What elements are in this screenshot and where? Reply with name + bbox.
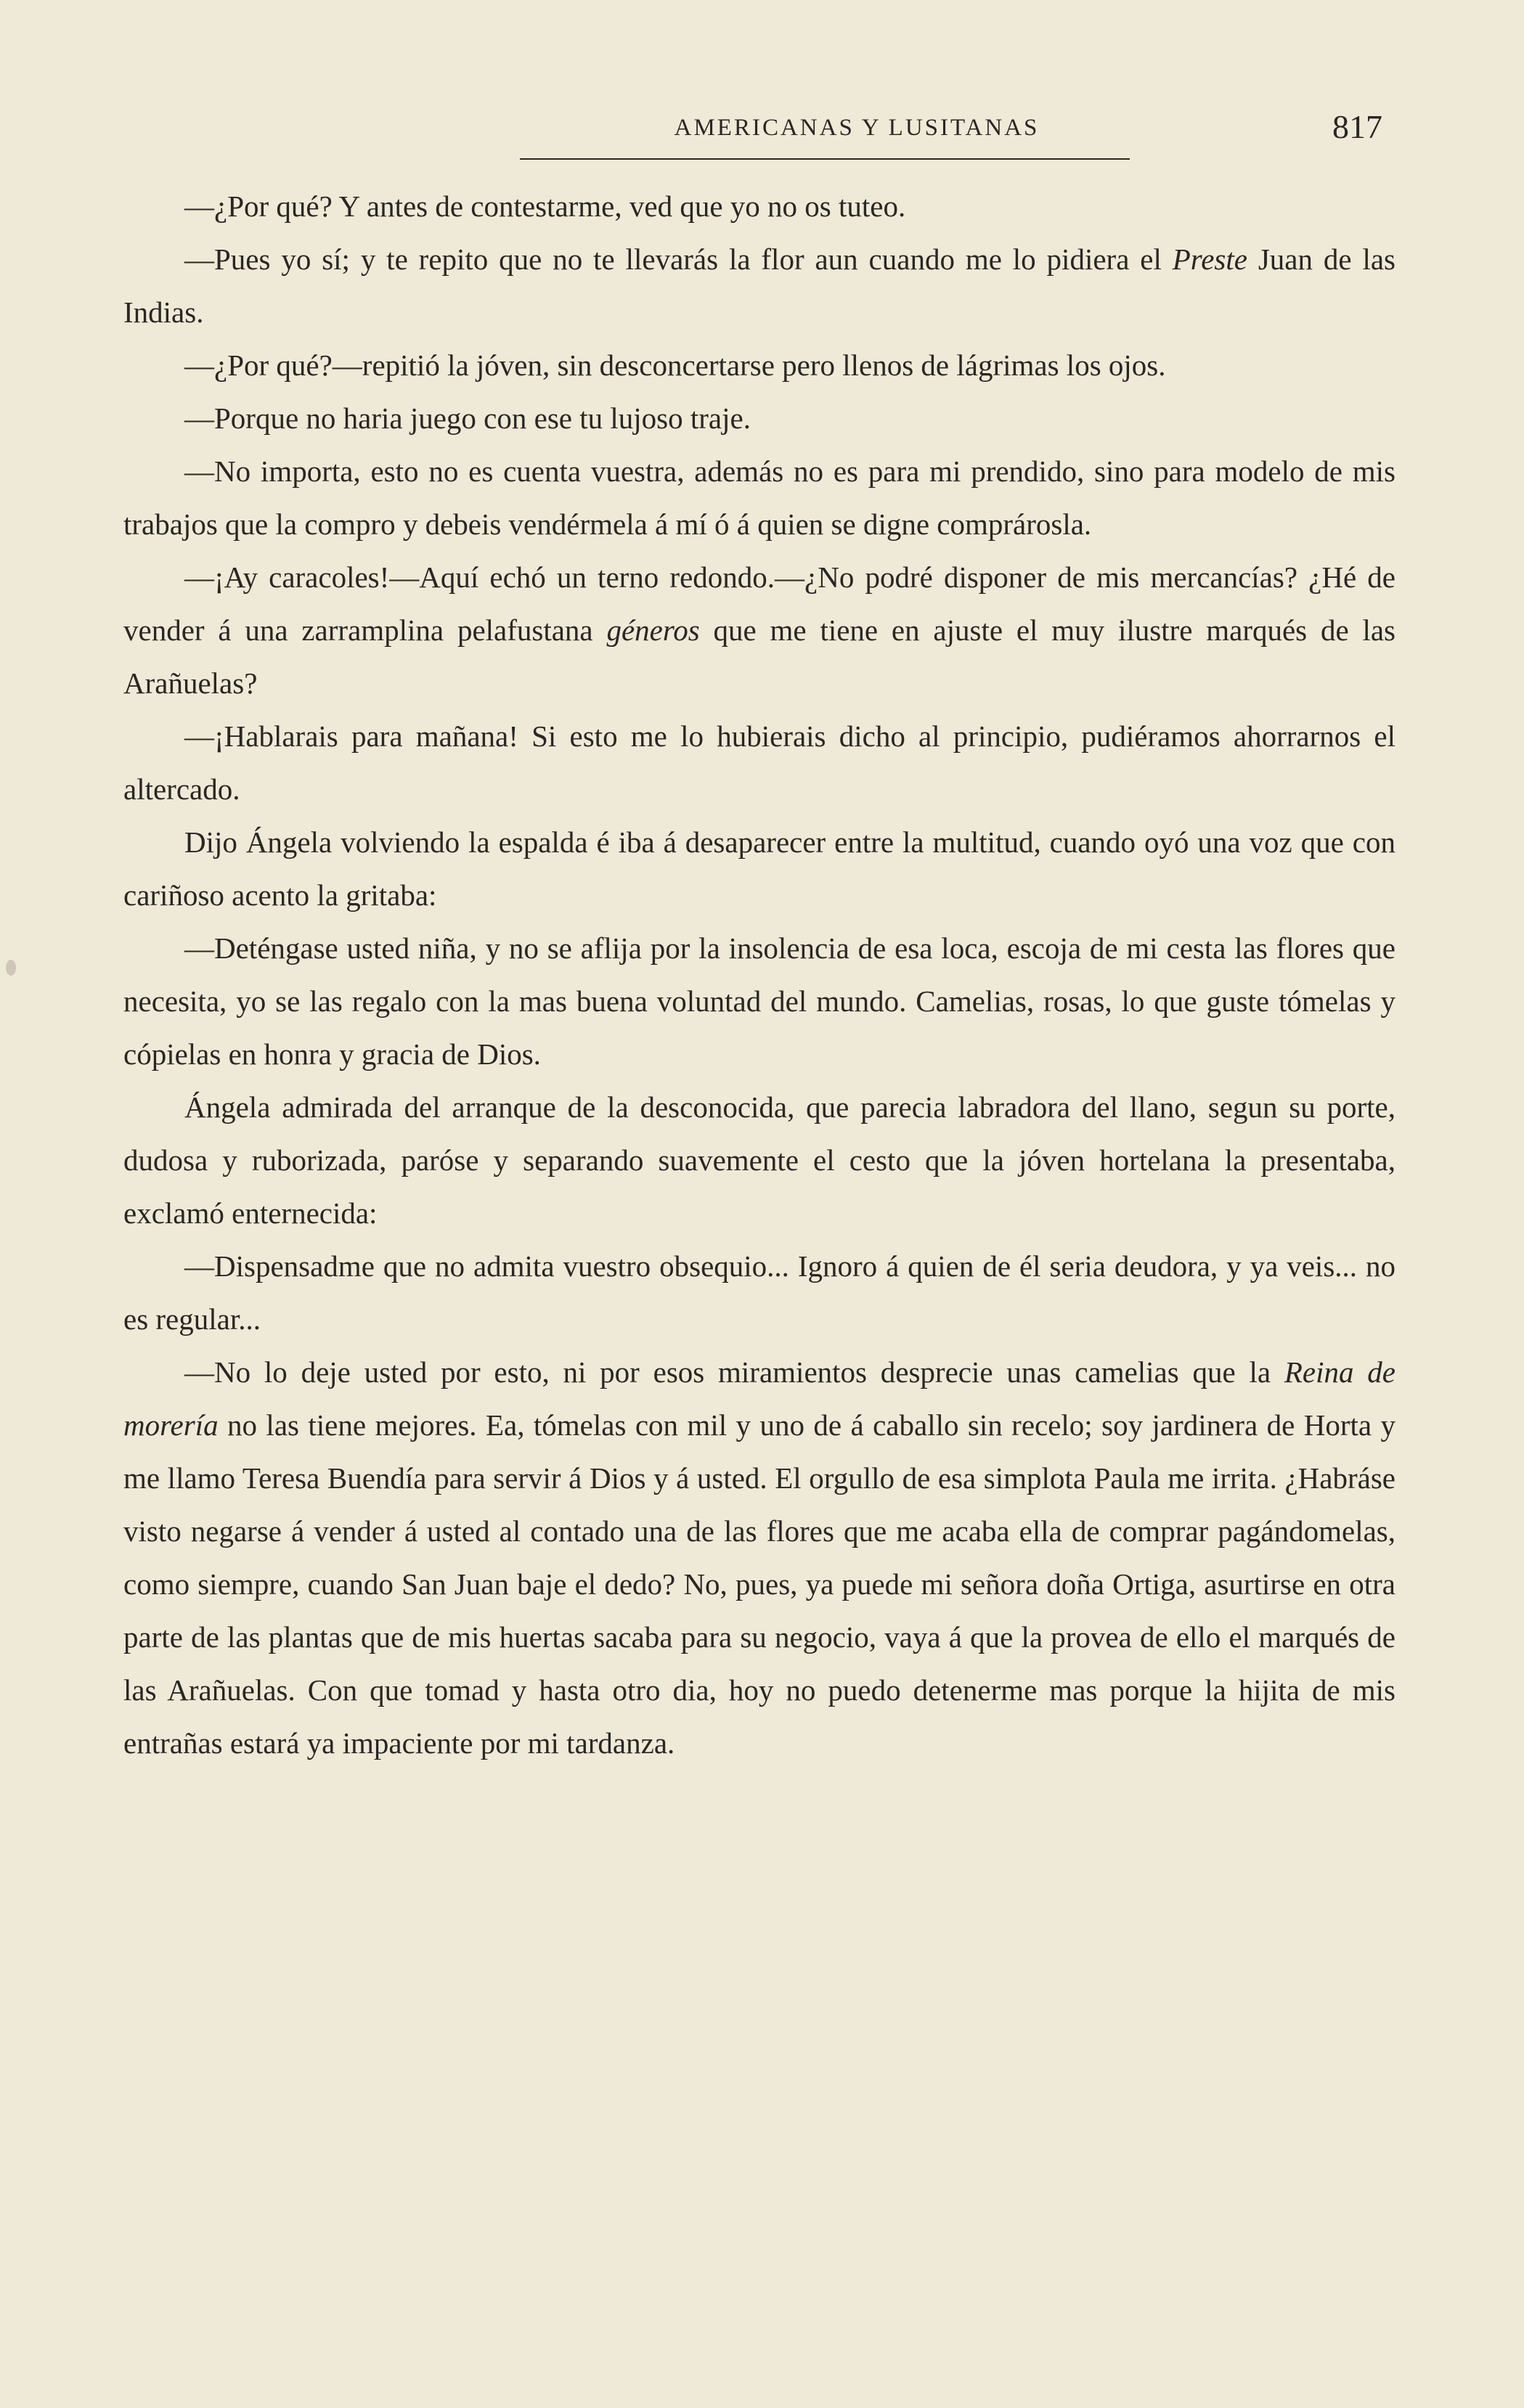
paragraph bbox=[123, 233, 1395, 339]
ink-smudge bbox=[6, 960, 16, 976]
paragraph-text: —¿Por qué? Y antes de contestarme, ved que yo no os tuteo. bbox=[184, 189, 906, 223]
paragraph-text: Ángela admirada del arranque de la desconocida, que parecia labradora del llano, segun su porte, dudosa y ruborizada, paróse y separando suavemente el cesto que la jóven hortelana la presentaba, exclamó enternecida: bbox=[123, 1090, 1395, 1230]
paragraph bbox=[123, 1081, 1395, 1240]
paragraph-text: —Dispensadme que no admita vuestro obsequio... Ignoro á quien de él seria deudora, y ya veis... no es regular... bbox=[123, 1249, 1395, 1336]
paragraph-text: —Pues yo sí; y te repito que no te llevarás la flor aun cuando me lo pidiera el bbox=[184, 242, 1173, 276]
paragraph bbox=[123, 392, 1395, 445]
paragraph bbox=[123, 180, 1395, 233]
paragraph bbox=[123, 1240, 1395, 1346]
paragraph-text: que me tiene en ajuste el muy ilustre marqués de las Arañuelas? bbox=[123, 613, 1395, 700]
page-header bbox=[123, 102, 1401, 160]
page-number: 817 bbox=[1332, 108, 1382, 145]
paragraph bbox=[123, 922, 1395, 1081]
paragraph-text: —Porque no haria juego con ese tu lujoso traje. bbox=[184, 401, 751, 435]
paragraph bbox=[123, 445, 1395, 551]
paragraph bbox=[123, 1346, 1395, 1770]
italic-text: Preste bbox=[1172, 242, 1247, 276]
italic-text: géneros bbox=[606, 613, 700, 647]
paragraph bbox=[123, 816, 1395, 922]
paragraph-text: —Deténgase usted niña, y no se aflija por la insolencia de esa loca, escoja de mi cesta las flores que necesita, yo se las regalo con la mas buena voluntad del mundo. Camelias, rosas, lo que guste tómelas y cópielas en honra y gracia de Dios. bbox=[123, 931, 1395, 1071]
italic-text: Reina de morería bbox=[123, 1355, 1395, 1442]
paragraph-text: —¡Hablarais para mañana! Si esto me lo hubierais dicho al principio, pudiéramos ahorrarnos el altercado. bbox=[123, 719, 1395, 806]
header-rule bbox=[520, 158, 1130, 160]
paragraph bbox=[123, 339, 1395, 392]
running-title: AMERICANAS Y LUSITANAS bbox=[674, 115, 1040, 141]
paragraph-text: Dijo Ángela volviendo la espalda é iba á desaparecer entre la multitud, cuando oyó una voz que con cariñoso acento la gritaba: bbox=[123, 825, 1395, 912]
paragraph-text: no las tiene mejores. Ea, tómelas con mil y uno de á caballo sin recelo; soy jardinera de Horta y me llamo Teresa Buendía para servir á Dios y á usted. El orgullo de esa simplota Paula me irrita. ¿Habráse visto negarse á vender á usted al contado una de las flores que me acaba ella de comprar pagándomelas, como siempre, cuando San Juan baje el dedo? No, pues, ya puede mi señora doña Ortiga, asurtirse en otra parte de las plantas que de mis huertas sacaba para su negocio, vaya á que la provea de ello el marqués de las Arañuelas. Con que tomad y hasta otro dia, hoy no puedo detenerme mas porque la hijita de mis entrañas estará ya impaciente por mi tardanza. bbox=[123, 1408, 1395, 1760]
body-text bbox=[123, 180, 1395, 1770]
paragraph-text: —No importa, esto no es cuenta vuestra, además no es para mi prendido, sino para modelo de mis trabajos que la compro y debeis vendérmela á mí ó á quien se digne comprárosla. bbox=[123, 454, 1395, 541]
paragraph bbox=[123, 551, 1395, 710]
paragraph bbox=[123, 710, 1395, 816]
paragraph-text: Juan de las Indias. bbox=[123, 242, 1395, 329]
paragraph-text: —No lo deje usted por esto, ni por esos miramientos desprecie unas camelias que la bbox=[184, 1355, 1284, 1389]
paragraph-text: —¡Ay caracoles!—Aquí echó un terno redondo.—¿No podré disponer de mis mercancías? ¿Hé de vender á una zarramplina pelafustana bbox=[123, 560, 1395, 647]
paragraph-text: —¿Por qué?—repitió la jóven, sin desconcertarse pero llenos de lágrimas los ojos. bbox=[184, 348, 1166, 382]
